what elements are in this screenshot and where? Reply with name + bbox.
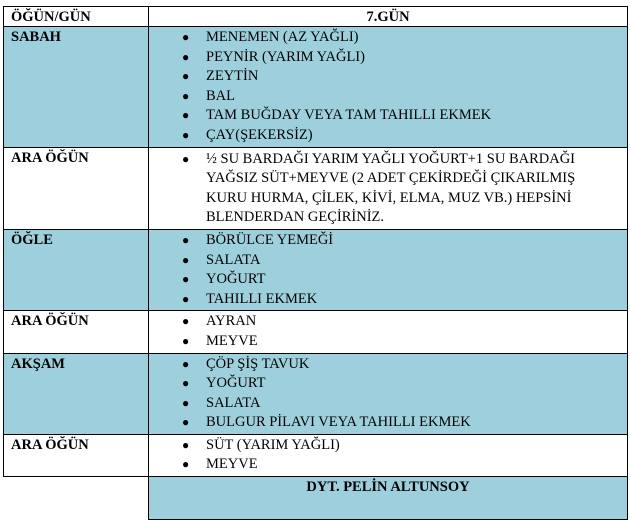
meal-row-snack-1 <box>4 147 628 229</box>
meal-items <box>149 147 628 229</box>
list-item: ● BAL <box>149 87 627 107</box>
bullet-icon: ● <box>182 291 190 306</box>
list-item: ● ZEYTİN <box>149 67 627 87</box>
list-item: ● MEYVE <box>149 455 627 475</box>
dietitian-signature: DYT. PELİN ALTUNSOY <box>149 477 628 520</box>
meal-label: AKŞAM <box>4 353 149 434</box>
meal-items <box>149 353 628 434</box>
bullet-icon: ● <box>182 127 190 142</box>
list-item: ● TAHILLI EKMEK <box>149 290 627 310</box>
bullet-icon: ● <box>182 30 190 44</box>
bullet-icon: ● <box>182 69 190 84</box>
bullet-icon: ● <box>182 108 190 123</box>
snack-instructions: ● ½ SU BARDAĞI YARIM YAĞLI YOĞURT+1 SU BARDAĞI YAĞSIZ SÜT+MEYVE (2 ADET ÇEKİRDEĞİ ÇIKARILMIŞ KURU HURMA, ÇİLEK, KİVİ, ELMA, MUZ VB.) HEPSİNİ BLENDERDAN GEÇİRİNİZ. <box>182 150 576 226</box>
meal-items <box>149 434 628 476</box>
bullet-icon: ● <box>182 314 190 329</box>
meal-row-snack-2 <box>4 311 628 353</box>
list-item: ● AYRAN <box>149 312 627 332</box>
list-item: ● SÜT (YARIM YAĞLI) <box>149 436 627 456</box>
header-day: 7.GÜN <box>149 7 628 27</box>
header-meal-day: ÖĞÜN/GÜN <box>4 7 149 27</box>
meal-label: SABAH <box>4 27 149 148</box>
meal-items <box>149 27 628 148</box>
bullet-icon: ● <box>182 437 190 452</box>
signature-row <box>4 477 628 520</box>
list-item: ● SALATA <box>149 394 627 414</box>
diet-plan-table <box>3 6 628 520</box>
meal-label: ARA ÖĞÜN <box>4 147 149 229</box>
meal-row-snack-3 <box>4 434 628 476</box>
meal-label: ARA ÖĞÜN <box>4 434 149 476</box>
meal-row-breakfast <box>4 27 628 148</box>
list-item: ● MEYVE <box>149 332 627 352</box>
bullet-icon: ● <box>182 272 190 287</box>
bullet-icon: ● <box>182 49 190 64</box>
list-item: ● TAM BUĞDAY VEYA TAM TAHILLI EKMEK <box>149 106 627 126</box>
list-item: ● BÖRÜLCE YEMEĞİ <box>149 231 627 251</box>
list-item: ● SALATA <box>149 251 627 271</box>
list-item: ● MENEMEN (AZ YAĞLI) <box>149 28 627 48</box>
list-item: ● YOĞURT <box>149 270 627 290</box>
list-item: ● ÇAY(ŞEKERSİZ) <box>149 126 627 146</box>
empty-cell <box>4 477 149 520</box>
list-item: ● PEYNİR (YARIM YAĞLI) <box>149 48 627 68</box>
list-item: ● BULGUR PİLAVI VEYA TAHILLI EKMEK <box>149 413 627 433</box>
bullet-icon: ● <box>182 395 190 410</box>
list-item: ● ÇÖP ŞİŞ TAVUK <box>149 355 627 375</box>
meal-label: ÖĞLE <box>4 229 149 310</box>
bullet-icon: ● <box>182 252 190 267</box>
bullet-icon: ● <box>182 333 190 348</box>
bullet-icon: ● <box>182 151 190 166</box>
bullet-icon: ● <box>182 232 190 247</box>
meal-items <box>149 229 628 310</box>
header-row <box>4 7 628 27</box>
bullet-icon: ● <box>182 356 190 371</box>
meal-items <box>149 311 628 353</box>
bullet-icon: ● <box>182 457 190 472</box>
bullet-icon: ● <box>182 376 190 391</box>
meal-row-lunch <box>4 229 628 310</box>
meal-label: ARA ÖĞÜN <box>4 311 149 353</box>
meal-row-dinner <box>4 353 628 434</box>
bullet-icon: ● <box>182 88 190 103</box>
bullet-icon: ● <box>182 415 190 430</box>
list-item: ● YOĞURT <box>149 374 627 394</box>
